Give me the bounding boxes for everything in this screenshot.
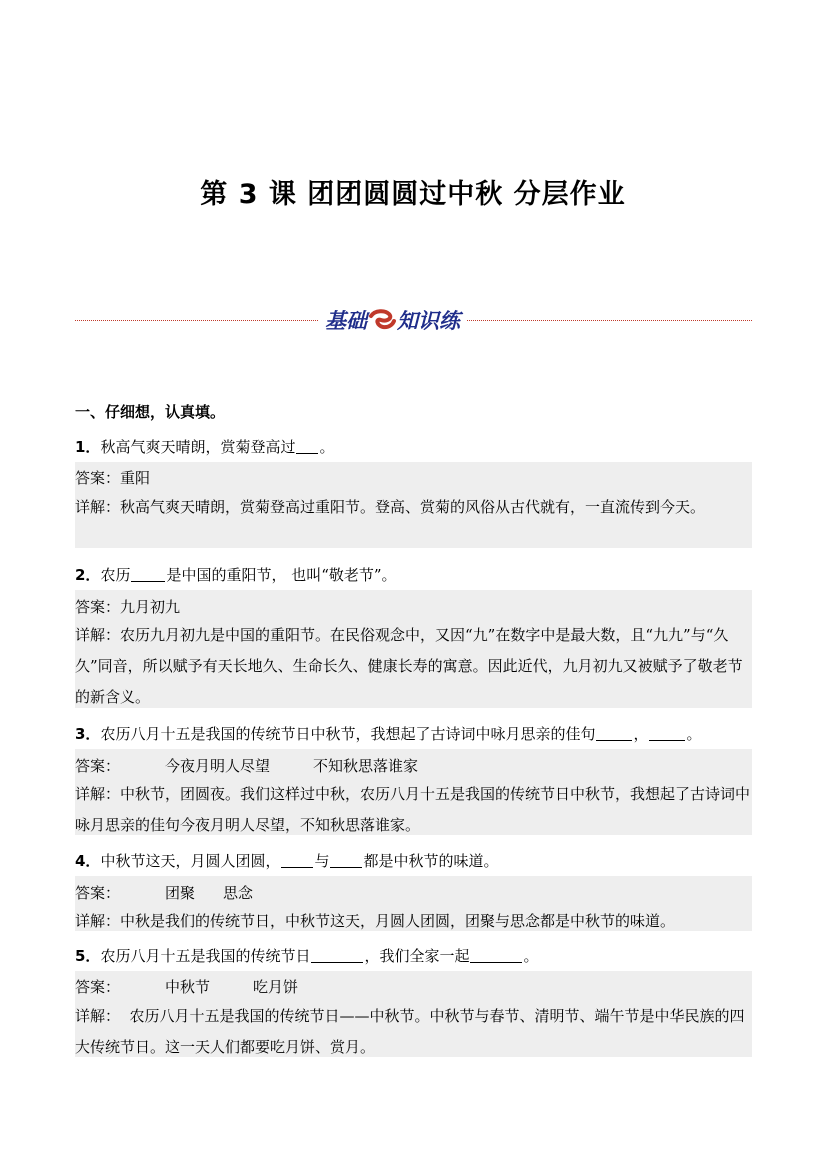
question-text: ， bbox=[633, 725, 649, 743]
question-text: 。 bbox=[686, 725, 702, 743]
question-1 bbox=[75, 436, 334, 457]
explain-label: 详解： bbox=[75, 1007, 121, 1025]
answer-value: 团聚 bbox=[165, 884, 196, 902]
explain-label: 详解： bbox=[75, 626, 121, 644]
answer-label: 答案： bbox=[75, 978, 121, 996]
section-banner bbox=[75, 303, 752, 339]
answer-value: 思念 bbox=[223, 884, 254, 902]
question-5 bbox=[75, 945, 538, 966]
fill-blank bbox=[330, 852, 362, 868]
fill-blank bbox=[281, 852, 313, 868]
question-text: 农历八月十五是我国的传统节日 bbox=[100, 947, 311, 965]
answer-value: 今夜月明人尽望 bbox=[165, 757, 271, 775]
question-text: ，我们全家一起 bbox=[364, 947, 470, 965]
fill-blank bbox=[596, 725, 632, 741]
question-number: 2． bbox=[75, 566, 101, 584]
explanation-text: 中秋节，团圆夜。我们这样过中秋，农历八月十五是我国的传统节日中秋节，我想起了古诗词中咏月思亲的佳句今夜月明人尽望，不知秋思落谁家。 bbox=[75, 785, 751, 834]
answer-line-5 bbox=[75, 976, 298, 997]
fill-blank bbox=[649, 725, 685, 741]
swirl-logo-icon bbox=[367, 308, 397, 332]
section-heading: 一、仔细想，认真填。 bbox=[75, 403, 226, 421]
explain-label: 详解： bbox=[75, 912, 121, 930]
question-text: 都是中秋节的味道。 bbox=[363, 852, 499, 870]
explanation-4 bbox=[75, 906, 752, 937]
answer-label: 答案： bbox=[75, 757, 121, 775]
page-title: 第 3 课 团团圆圆过中秋 分层作业 bbox=[200, 179, 626, 210]
answer-line-1 bbox=[75, 467, 150, 488]
answer-value: 中秋节 bbox=[165, 978, 211, 996]
banner-right-text: 知识练 bbox=[397, 309, 460, 333]
question-4 bbox=[75, 850, 498, 871]
question-text: 是中国的重阳节， 也叫“敬老节”。 bbox=[166, 566, 397, 584]
fill-blank bbox=[311, 947, 363, 963]
answer-value: 重阳 bbox=[120, 469, 151, 487]
answer-line-3 bbox=[75, 755, 418, 776]
fill-blank bbox=[296, 438, 318, 454]
explain-label: 详解： bbox=[75, 785, 121, 803]
banner-label bbox=[319, 307, 466, 335]
question-text: 秋高气爽天晴朗，赏菊登高过 bbox=[100, 438, 296, 456]
explanation-text: 农历八月十五是我国的传统节日——中秋节。中秋节与春节、清明节、端午节是中华民族的四大传统节日。这一天人们都要吃月饼、赏月。 bbox=[75, 1007, 745, 1056]
question-text: 与 bbox=[314, 852, 330, 870]
question-text: 。 bbox=[523, 947, 539, 965]
question-number: 5． bbox=[75, 947, 101, 965]
explanation-3 bbox=[75, 779, 752, 841]
question-text: 。 bbox=[319, 438, 335, 456]
explanation-1 bbox=[75, 492, 752, 523]
question-number: 1． bbox=[75, 438, 101, 456]
answer-value: 不知秋思落谁家 bbox=[313, 757, 419, 775]
answer-line-4 bbox=[75, 882, 253, 903]
answer-value: 吃月饼 bbox=[253, 978, 299, 996]
question-text: 农历八月十五是我国的传统节日中秋节，我想起了古诗词中咏月思亲的佳句 bbox=[100, 725, 596, 743]
answer-value: 九月初九 bbox=[120, 598, 181, 616]
answer-label: 答案： bbox=[75, 598, 121, 616]
answer-line-2 bbox=[75, 596, 180, 617]
question-3 bbox=[75, 723, 701, 744]
answer-label: 答案： bbox=[75, 884, 121, 902]
fill-blank bbox=[470, 947, 522, 963]
question-number: 4． bbox=[75, 852, 101, 870]
fill-blank bbox=[131, 566, 165, 582]
banner-left-text: 基础 bbox=[325, 309, 367, 333]
question-number: 3． bbox=[75, 725, 101, 743]
explanation-text: 中秋是我们的传统节日，中秋节这天，月圆人团圆，团聚与思念都是中秋节的味道。 bbox=[120, 912, 676, 930]
question-2 bbox=[75, 564, 397, 585]
explain-label: 详解： bbox=[75, 498, 121, 516]
explanation-text: 农历九月初九是中国的重阳节。在民俗观念中，又因“九”在数字中是最大数，且“九九”与“久久”同音，所以赋予有天长地久、生命长久、健康长寿的寓意。因此近代，九月初九又被赋予了敬老节的新含义。 bbox=[75, 626, 743, 706]
question-text: 中秋节这天，月圆人团圆， bbox=[100, 852, 281, 870]
explanation-2 bbox=[75, 620, 752, 713]
question-text: 农历 bbox=[100, 566, 131, 584]
explanation-5 bbox=[75, 1001, 752, 1063]
explanation-text: 秋高气爽天晴朗，赏菊登高过重阳节。登高、赏菊的风俗从古代就有，一直流传到今天。 bbox=[120, 498, 706, 516]
answer-label: 答案： bbox=[75, 469, 121, 487]
